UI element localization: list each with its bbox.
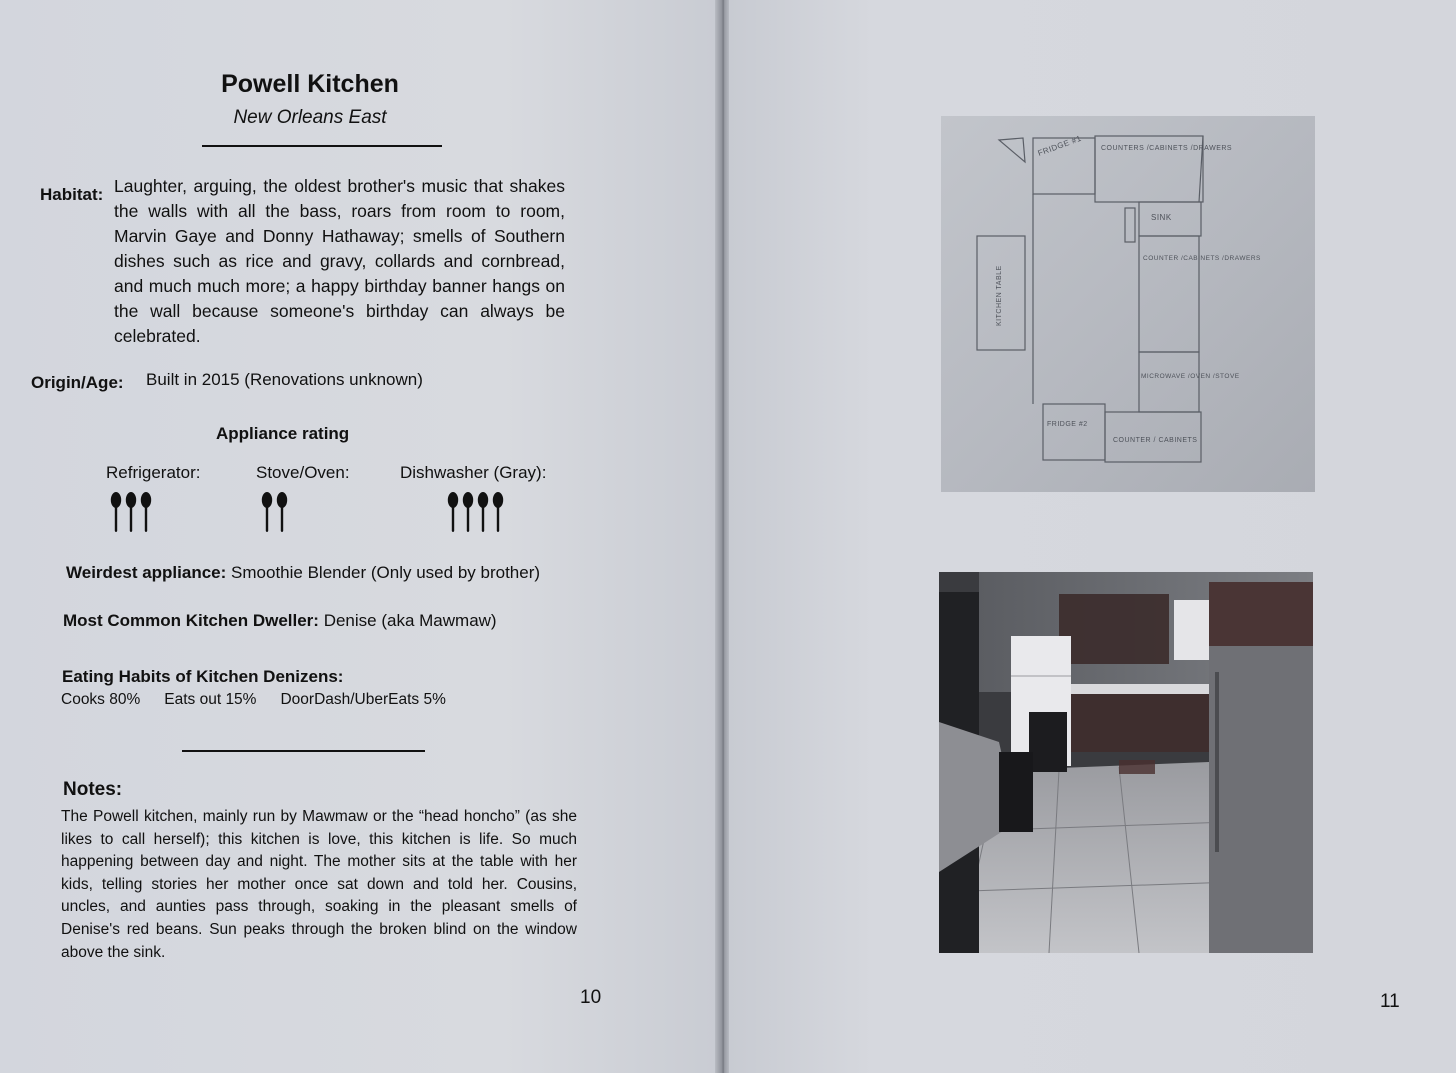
page-number: 11 <box>1380 991 1400 1012</box>
right-page <box>729 0 1456 1073</box>
kitchen-photo-image <box>939 572 1313 953</box>
eating-habit-item: Eats out 15% <box>164 691 257 708</box>
weirdest-label: Weirdest appliance: <box>66 563 227 582</box>
notes-heading: Notes: <box>63 779 123 800</box>
spoon-icon <box>276 492 288 532</box>
fridge2-label: FRIDGE #2 <box>1047 421 1088 428</box>
eating-habits-list <box>61 691 446 709</box>
kitchen-table-label: KITCHEN TABLE <box>996 265 1003 326</box>
weirdest-text: Smoothie Blender (Only used by brother) <box>231 563 541 582</box>
notes-divider <box>182 750 425 752</box>
kitchen-photo <box>939 572 1313 953</box>
fridge1-label: FRIDGE #1 <box>1036 133 1083 158</box>
spoon-icon <box>447 492 459 532</box>
floor-plan-sketch <box>941 116 1315 492</box>
microwave-label: MICROWAVE /OVEN /STOVE <box>1141 373 1240 380</box>
eating-habit-item: Cooks 80% <box>61 691 141 708</box>
dishwasher-rating <box>447 492 504 532</box>
refrigerator-rating <box>110 492 152 532</box>
counter-bottom-label: COUNTER / CABINETS <box>1113 437 1198 444</box>
spoon-icon <box>125 492 137 532</box>
spoon-icon <box>492 492 504 532</box>
eating-habits-heading: Eating Habits of Kitchen Denizens: <box>62 667 344 686</box>
spoon-icon <box>140 492 152 532</box>
eating-habit-item: DoorDash/UberEats 5% <box>280 691 446 708</box>
spoon-icon <box>110 492 122 532</box>
page-title: Powell Kitchen <box>221 70 399 98</box>
spoon-icon <box>477 492 489 532</box>
spoon-icon <box>462 492 474 532</box>
habitat-text: Laughter, arguing, the oldest brother's music that shakes the walls with all the bass, roars from room to room, Marvin Gaye and Donny Hathaway; smells of Southern dishes such as rice and gravy, collards and cornbread, and much much more; a happy birthday banner hangs on the wall because someone's birthday can always be celebrated. <box>114 176 565 346</box>
dishwasher-label: Dishwasher (Gray): <box>400 463 547 482</box>
stove-rating <box>261 492 288 532</box>
stove-label: Stove/Oven: <box>256 463 350 482</box>
floor-plan-drawing <box>941 116 1315 492</box>
counters-top-label: COUNTERS /CABINETS /DRAWERS <box>1101 145 1233 152</box>
notes-text: The Powell kitchen, mainly run by Mawmaw or the “head honcho” (as she likes to call herself); this kitchen is love, this kitchen is life. So much happening between day and night. The mother sits at the table with her kids, telling stories her mother once sat down and told her. Cousins, uncles, and aunties pass through, soaking in the pleasant smells of Denise's red beans. Sun peaks through the broken blind on the window above the sink. <box>61 808 577 961</box>
weirdest-appliance <box>66 563 540 583</box>
spoon-icon <box>261 492 273 532</box>
counter-mid-label: COUNTER /CABINETS /DRAWERS <box>1143 255 1261 262</box>
page-subtitle: New Orleans East <box>233 107 387 128</box>
dweller-label: Most Common Kitchen Dweller: <box>63 611 319 630</box>
kitchen-dweller <box>63 611 497 631</box>
page-number: 10 <box>580 987 602 1008</box>
left-page <box>0 0 717 1073</box>
origin-label: Origin/Age: <box>31 373 124 392</box>
appliance-rating-heading: Appliance rating <box>216 424 350 443</box>
dweller-text: Denise (aka Mawmaw) <box>323 611 497 630</box>
habitat-label: Habitat: <box>40 185 104 204</box>
sink-label: SINK <box>1151 213 1172 222</box>
title-divider <box>202 145 442 147</box>
refrigerator-label: Refrigerator: <box>106 463 201 482</box>
origin-text: Built in 2015 (Renovations unknown) <box>146 370 423 389</box>
